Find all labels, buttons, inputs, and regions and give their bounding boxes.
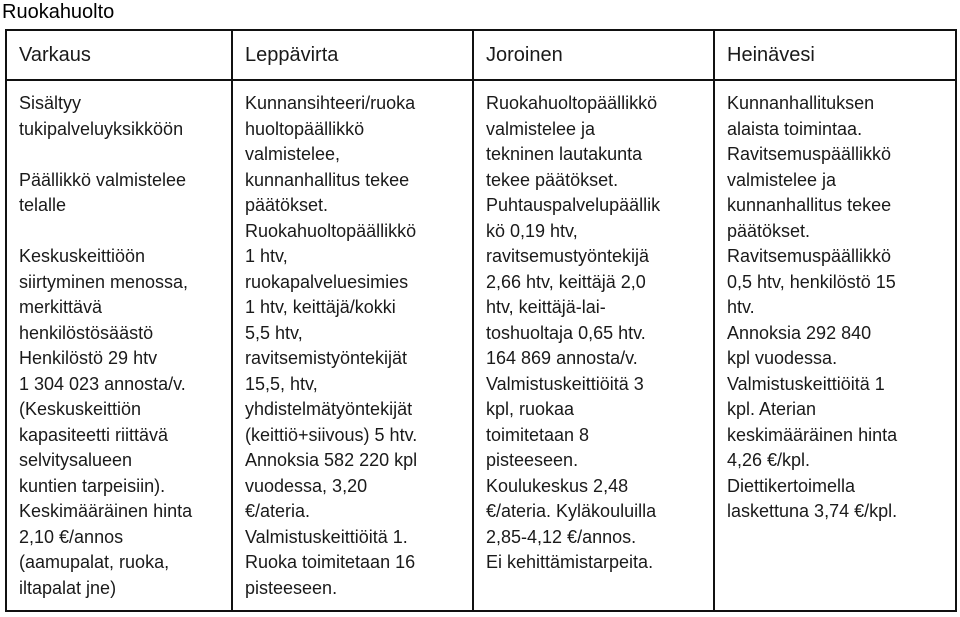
cell-text-line: (aamupalat, ruoka, (19, 552, 170, 572)
column-header-label: Joroinen (486, 44, 563, 66)
table-cell (473, 80, 714, 611)
cell-text-line: Ruoka toimitetaan 16 (245, 552, 416, 572)
cell-text-line: €/ateria. (245, 501, 311, 521)
cell-text-line: Kunnansihteeri/ruoka (245, 93, 416, 113)
cell-text-line: Annoksia 292 840 (727, 322, 872, 343)
cell-text-line: iltapalat jne) (19, 577, 117, 598)
cell-text-line: (Keskuskeittiön (19, 399, 142, 419)
cell-text-line (19, 219, 219, 245)
column-header-label: Varkaus (19, 44, 91, 66)
column-header-label: Heinävesi (727, 44, 815, 66)
cell-text-line: tukipalveluyksikköön (19, 118, 184, 139)
cell-text-line: kpl vuodessa. (727, 348, 838, 368)
cell-text-line: Sisältyy (19, 93, 82, 113)
cell-text-line: kpl, ruokaa (486, 399, 575, 419)
cell-text-line: päätökset. (245, 195, 329, 215)
cell-text-line: kuntien tarpeisiin). (19, 475, 166, 496)
cell-text-line: yhdistelmätyöntekijät (245, 399, 413, 419)
cell-text-line: kapasiteetti riittävä (19, 424, 169, 445)
cell-text-line: Ruokahuoltopäällikkö (486, 93, 658, 113)
cell-text-line: huoltopäällikkö (245, 118, 365, 139)
cell-text-line: 4,26 €/kpl. (727, 450, 811, 470)
cell-text-line: ravitsemustyöntekijä (486, 246, 650, 266)
cell-text-line: Puhtauspalvelupäällik (486, 195, 661, 215)
cell-text-line: Diettikertoimella (727, 475, 856, 496)
cell-text-line: htv, keittäjä-lai- (486, 297, 606, 317)
cell-text-line: 2,85-4,12 €/annos. (486, 526, 637, 547)
column-header-label: Leppävirta (245, 44, 339, 66)
cell-text-line: Ravitsemuspäällikkö (727, 246, 892, 266)
cell-text-line: merkittävä (19, 297, 103, 317)
cell-text-line: 15,5, htv, (245, 373, 318, 394)
cell-text-line: ruokapalveluesimies (245, 271, 409, 292)
column-header (473, 30, 714, 80)
cell-text-line: 1 304 023 annosta/v. (19, 373, 186, 394)
cell-text-line: selvitysalueen (19, 450, 133, 470)
table-header-row (6, 30, 956, 80)
cell-text-line: toimitetaan 8 (486, 424, 590, 445)
table-cell (232, 80, 473, 611)
table-cell (714, 80, 956, 611)
table-row (6, 80, 956, 611)
comparison-table (5, 29, 957, 612)
cell-text-line: päätökset. (727, 220, 811, 241)
cell-text-line: htv. (727, 297, 755, 317)
cell-text-line: siirtyminen menossa, (19, 271, 189, 292)
cell-text-line: Annoksia 582 220 kpl (245, 450, 418, 470)
cell-text-line: vuodessa, 3,20 (245, 475, 368, 496)
cell-text-line: telalle (19, 195, 67, 215)
cell-text-line: Ravitsemuspäällikkö (727, 144, 892, 164)
cell-text-line (19, 142, 219, 168)
cell-text-line: Päällikkö valmistelee (19, 169, 187, 190)
cell-text-line: ravitsemistyöntekijät (245, 348, 408, 368)
cell-text-line: Henkilöstö 29 htv (19, 348, 158, 368)
cell-text-line: toshuoltaja 0,65 htv. (486, 322, 646, 343)
cell-text-line: kö 0,19 htv, (486, 220, 578, 241)
cell-text-line: 2,10 €/annos (19, 526, 124, 547)
cell-text-line: kpl. Aterian (727, 399, 817, 419)
cell-text-line: 2,66 htv, keittäjä 2,0 (486, 271, 646, 292)
cell-text-line: pisteeseen. (486, 450, 579, 470)
cell-text-line: Keskimääräinen hinta (19, 501, 193, 521)
column-header (6, 30, 232, 80)
page-title: Ruokahuolto (2, 1, 115, 23)
cell-text-line: tekninen lautakunta (486, 144, 643, 164)
cell-text-line: Valmistuskeittiöitä 3 (486, 373, 644, 394)
cell-text-line: 164 869 annosta/v. (486, 348, 638, 368)
cell-text-line: 1 htv, (245, 246, 288, 266)
cell-text-line: valmistelee, (245, 144, 341, 164)
table-cell (6, 80, 232, 611)
cell-text-line: Ruokahuoltopäällikkö (245, 220, 417, 241)
cell-text-line: kunnanhallitus tekee (245, 169, 410, 190)
cell-text-line: Valmistuskeittiöitä 1 (727, 373, 885, 394)
cell-text-line: (keittiö+siivous) 5 htv. (245, 424, 418, 445)
cell-text-line: €/ateria. Kyläkouluilla (486, 501, 657, 521)
cell-text-line: 5,5 htv, (245, 322, 303, 343)
column-header (714, 30, 956, 80)
column-header (232, 30, 473, 80)
cell-text-line: Ei kehittämistarpeita. (486, 552, 654, 572)
cell-text-line: valmistelee ja (727, 169, 837, 190)
cell-text-line: pisteeseen. (245, 577, 338, 598)
cell-text-line: Kunnanhallituksen (727, 93, 875, 113)
cell-text-line: keskimääräinen hinta (727, 424, 898, 445)
cell-text-line: alaista toimintaa. (727, 118, 863, 139)
cell-text-line: Koulukeskus 2,48 (486, 475, 629, 496)
cell-text-line: 0,5 htv, henkilöstö 15 (727, 271, 896, 292)
cell-text-line: Valmistuskeittiöitä 1. (245, 526, 408, 547)
cell-text-line: laskettuna 3,74 €/kpl. (727, 501, 898, 521)
cell-text-line: valmistelee ja (486, 118, 596, 139)
cell-text-line: tekee päätökset. (486, 169, 619, 190)
cell-text-line: henkilöstösäästö (19, 322, 154, 343)
cell-text-line: 1 htv, keittäjä/kokki (245, 297, 396, 317)
cell-text-line: kunnanhallitus tekee (727, 195, 892, 215)
cell-text-line: Keskuskeittiöön (19, 246, 146, 266)
